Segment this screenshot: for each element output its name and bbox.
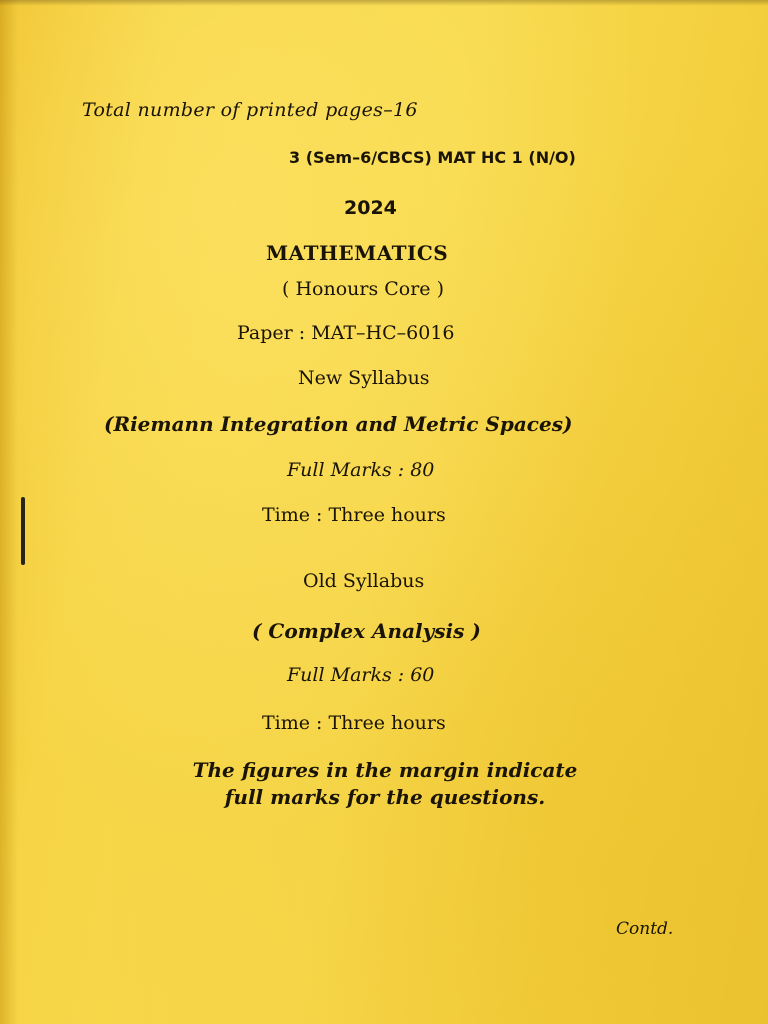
old-syllabus-time: Time : Three hours xyxy=(262,712,446,734)
printed-pages-count: Total number of printed pages–16 xyxy=(82,99,418,121)
page-left-shadow xyxy=(0,0,18,1024)
continued-note: Contd. xyxy=(616,919,674,939)
marks-instruction-line-1: The figures in the margin indicate xyxy=(192,758,578,782)
new-syllabus-topic: (Riemann Integration and Metric Spaces) xyxy=(104,412,573,436)
marks-instruction xyxy=(140,757,630,811)
new-syllabus-label: New Syllabus xyxy=(298,367,430,389)
subject-title: MATHEMATICS xyxy=(266,241,449,265)
course-category: ( Honours Core ) xyxy=(282,278,445,300)
old-syllabus-topic: ( Complex Analysis ) xyxy=(252,619,481,643)
new-syllabus-full-marks: Full Marks : 80 xyxy=(287,459,435,481)
new-syllabus-time: Time : Three hours xyxy=(262,504,446,526)
staple-mark xyxy=(21,497,25,565)
paper-number: Paper : MAT–HC–6016 xyxy=(237,322,455,344)
page-top-shadow xyxy=(0,0,768,6)
old-syllabus-full-marks: Full Marks : 60 xyxy=(287,664,435,686)
old-syllabus-label: Old Syllabus xyxy=(303,570,425,592)
marks-instruction-line-2: full marks for the questions. xyxy=(224,785,546,809)
exam-year: 2024 xyxy=(344,197,397,219)
paper-code: 3 (Sem–6/CBCS) MAT HC 1 (N/O) xyxy=(289,148,576,167)
